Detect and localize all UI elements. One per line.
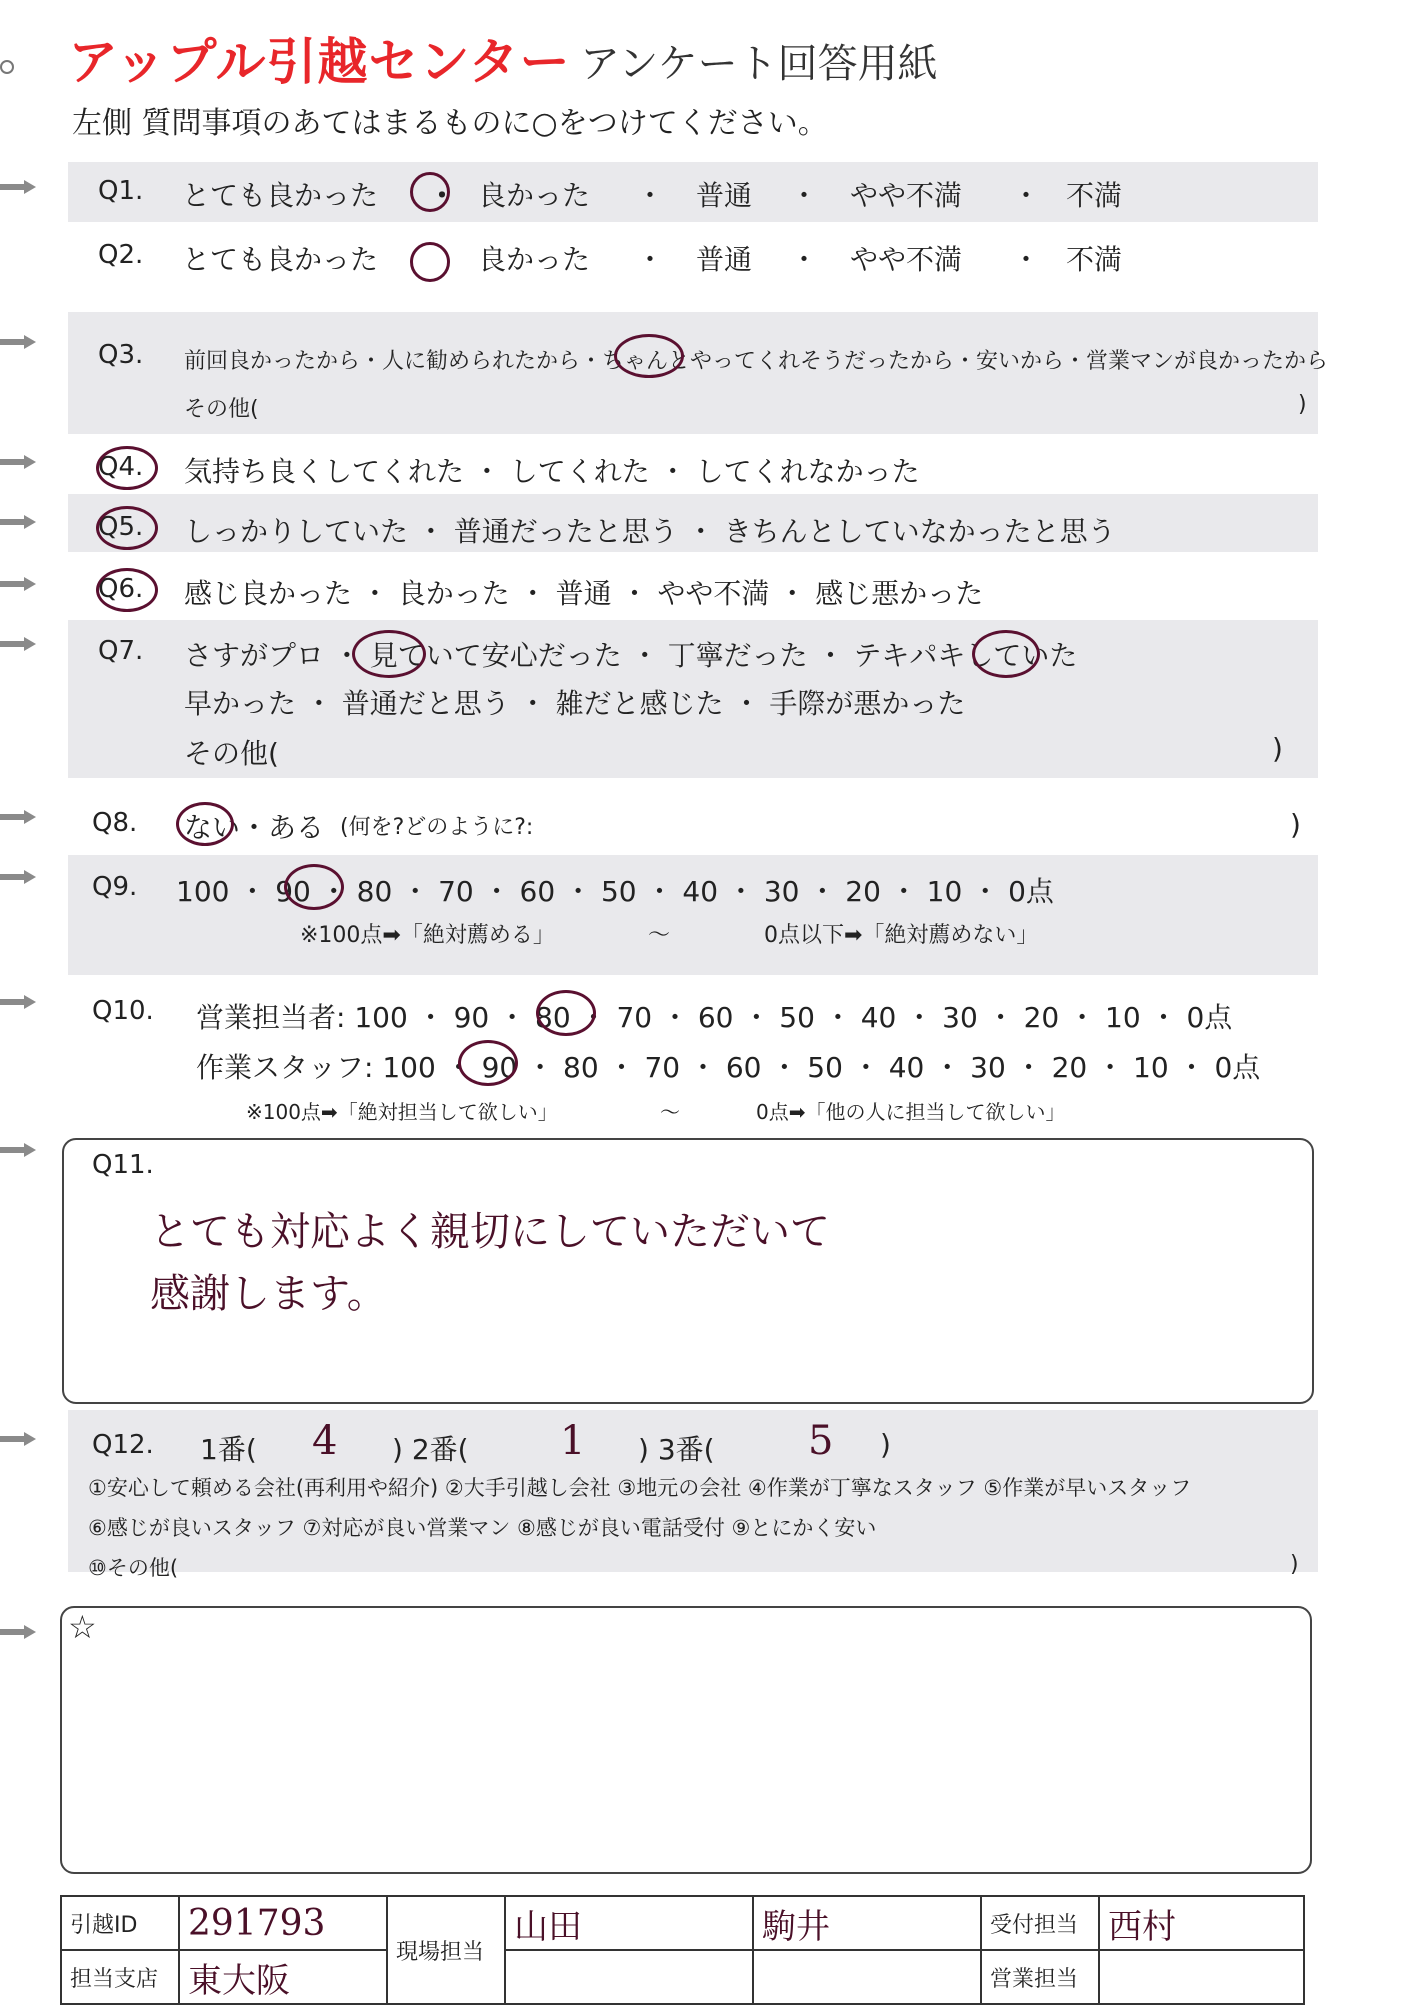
q2-separator: ・ [636,243,665,276]
q2-option-2[interactable]: 良かった [478,243,591,276]
answer-circle [458,1040,518,1086]
q1-option-1[interactable]: とても良かった [182,179,379,212]
q12-second-label: ) 2番( [392,1433,469,1466]
site-staff-label: 現場担当 [387,1896,505,2004]
q10-label: Q10. [92,996,154,1026]
q12-options-line1: ①安心して頼める会社(再利用や紹介) ②大手引越し会社 ③地元の会社 ④作業が丁寧なスタッフ ⑤作業が早いスタッフ [88,1476,1192,1500]
q11-handwritten-line2: 感謝します。 [150,1271,387,1317]
q3-options[interactable]: 前回良かったから・人に勧められたから・ちゃんとやってくれそうだったから・安いから・営業マンが良かったから [184,349,1329,374]
q12-options-other: ⑩その他( [88,1556,179,1580]
move-id-label: 引越ID [61,1896,179,1950]
site-staff-empty-2 [753,1950,981,2004]
arrow-icon [0,1143,38,1157]
answer-circle [352,630,426,678]
arrow-icon [0,577,38,591]
arrow-icon [0,455,38,469]
q5-label: Q5. [98,512,144,542]
answer-circle [96,446,158,490]
arrow-icon [0,180,38,194]
q2-separator: ・ [1012,243,1041,276]
q7-options-line1[interactable]: さすがプロ ・ 見ていて安心だった ・ 丁寧だった ・ テキパキしていた [184,639,1078,672]
answer-circle [410,242,450,282]
q11-label: Q11. [92,1150,154,1180]
arrow-icon [0,870,38,884]
q9-note-left: ※100点➡「絶対薦める」 [300,923,555,948]
sales-staff-label: 営業担当 [981,1950,1099,2004]
star-icon: ☆ [68,1608,97,1646]
q12-first-answer[interactable]: 4 [312,1418,338,1464]
q4-label: Q4. [98,452,144,482]
q3-other-label: その他( [184,397,259,422]
q10-staff-scale[interactable]: 作業スタッフ: 100 ・ 90 ・ 80 ・ 70 ・ 60 ・ 50 ・ 40 ・ 30 ・ 20 ・ 10 ・ 0点 [196,1051,1261,1084]
q12-third-label: ) 3番( [638,1433,715,1466]
q6-options[interactable]: 感じ良かった ・ 良かった ・ 普通 ・ やや不満 ・ 感じ悪かった [184,577,984,610]
q2-label: Q2. [98,240,144,270]
q2-option-5[interactable]: 不満 [1066,243,1123,276]
q8-close: ) [1290,808,1301,841]
q12-options-line2: ⑥感じが良いスタッフ ⑦対応が良い営業マン ⑧感じが良い電話受付 ⑨とにかく安い [88,1516,877,1540]
punch-hole-mark [0,60,14,74]
q9-tilde: 〜 [648,923,671,948]
q1-separator: ・ [790,179,819,212]
q12-third-answer[interactable]: 5 [808,1418,834,1464]
q2-option-4[interactable]: やや不満 [850,243,963,276]
q5-options[interactable]: しっかりしていた ・ 普通だったと思う ・ きちんとしていなかったと思う [184,515,1116,548]
q1-separator: ・ [428,179,457,212]
q7-other-label: その他( [184,737,279,770]
staff-info-table [60,1895,1305,2005]
q1-option-5[interactable]: 不満 [1066,179,1123,212]
q10-sales-scale[interactable]: 営業担当者: 100 ・ 90 ・ 80 ・ 70 ・ 60 ・ 50 ・ 40 ・ 30 ・ 20 ・ 10 ・ 0点 [196,1001,1233,1034]
q9-scale[interactable]: 100 ・ 90 ・ 80 ・ 70 ・ 60 ・ 50 ・ 40 ・ 30 ・ 20 ・ 10 ・ 0点 [176,875,1054,908]
answer-circle [96,506,158,550]
free-comment-box[interactable] [60,1606,1312,1874]
branch-label: 担当支店 [61,1950,179,2004]
q3-label: Q3. [98,340,144,370]
q1-separator: ・ [636,179,665,212]
q11-handwritten-line1: とても対応よく親切にしていただいて [150,1209,830,1255]
arrow-icon [0,515,38,529]
branch-value: 東大阪 [188,1960,290,2001]
q9-label: Q9. [92,872,138,902]
answer-circle [176,802,234,846]
instruction-text: 左側 質問事項のあてはまるものに○をつけてください。 [72,106,828,141]
q12-label: Q12. [92,1430,154,1460]
answer-circle [410,172,450,212]
q6-label: Q6. [98,574,144,604]
q4-options[interactable]: 気持ち良くしてくれた ・ してくれた ・ してくれなかった [184,455,920,488]
answer-circle [536,990,596,1036]
q10-tilde: 〜 [660,1100,680,1124]
arrow-icon [0,1625,38,1639]
q12-close: ) [880,1428,891,1461]
answer-circle [96,568,158,612]
q8-options[interactable]: ない・ある [184,811,325,844]
q7-label: Q7. [98,636,144,666]
site-staff-value-1: 山田 [514,1906,582,1947]
q1-option-4[interactable]: やや不満 [850,179,963,212]
q1-label: Q1. [98,176,144,206]
q7-options-line2[interactable]: 早かった ・ 普通だと思う ・ 雑だと感じた ・ 手際が悪かった [184,687,966,720]
q10-note-left: ※100点➡「絶対担当して欲しい」 [246,1100,558,1124]
arrow-icon [0,1432,38,1446]
answer-circle [284,864,344,910]
q8-label: Q8. [92,808,138,838]
answer-circle [614,334,684,378]
q12-second-answer[interactable]: 1 [560,1418,586,1464]
q2-option-3[interactable]: 普通 [696,243,753,276]
q3-other-close: ) [1298,392,1307,417]
site-staff-empty-1 [505,1950,753,2004]
reception-staff-value: 西村 [1108,1906,1176,1947]
arrow-icon [0,637,38,651]
move-id-value: 291793 [188,1902,326,1944]
q2-separator: ・ [790,243,819,276]
answer-circle [972,630,1040,678]
brand-title: アップル引越センター [68,33,571,91]
q1-separator: ・ [1012,179,1041,212]
q12-first-label: 1番( [200,1433,257,1466]
sales-staff-value [1099,1950,1304,2004]
reception-staff-label: 受付担当 [981,1896,1099,1950]
q8-note: (何を?どのように?: [340,815,534,840]
site-staff-value-2: 駒井 [762,1906,830,1947]
q7-other-close: ) [1272,732,1283,765]
q12-options-other-close: ) [1290,1552,1299,1577]
q2-option-1[interactable]: とても良かった [182,243,379,276]
arrow-icon [0,995,38,1009]
form-subtitle: アンケート回答用紙 [580,41,938,87]
arrow-icon [0,335,38,349]
q9-note-right: 0点以下➡「絶対薦めない」 [764,923,1039,948]
q1-option-2[interactable]: 良かった [478,179,591,212]
arrow-icon [0,810,38,824]
q1-option-3[interactable]: 普通 [696,179,753,212]
q10-note-right: 0点➡「他の人に担当して欲しい」 [756,1100,1066,1124]
